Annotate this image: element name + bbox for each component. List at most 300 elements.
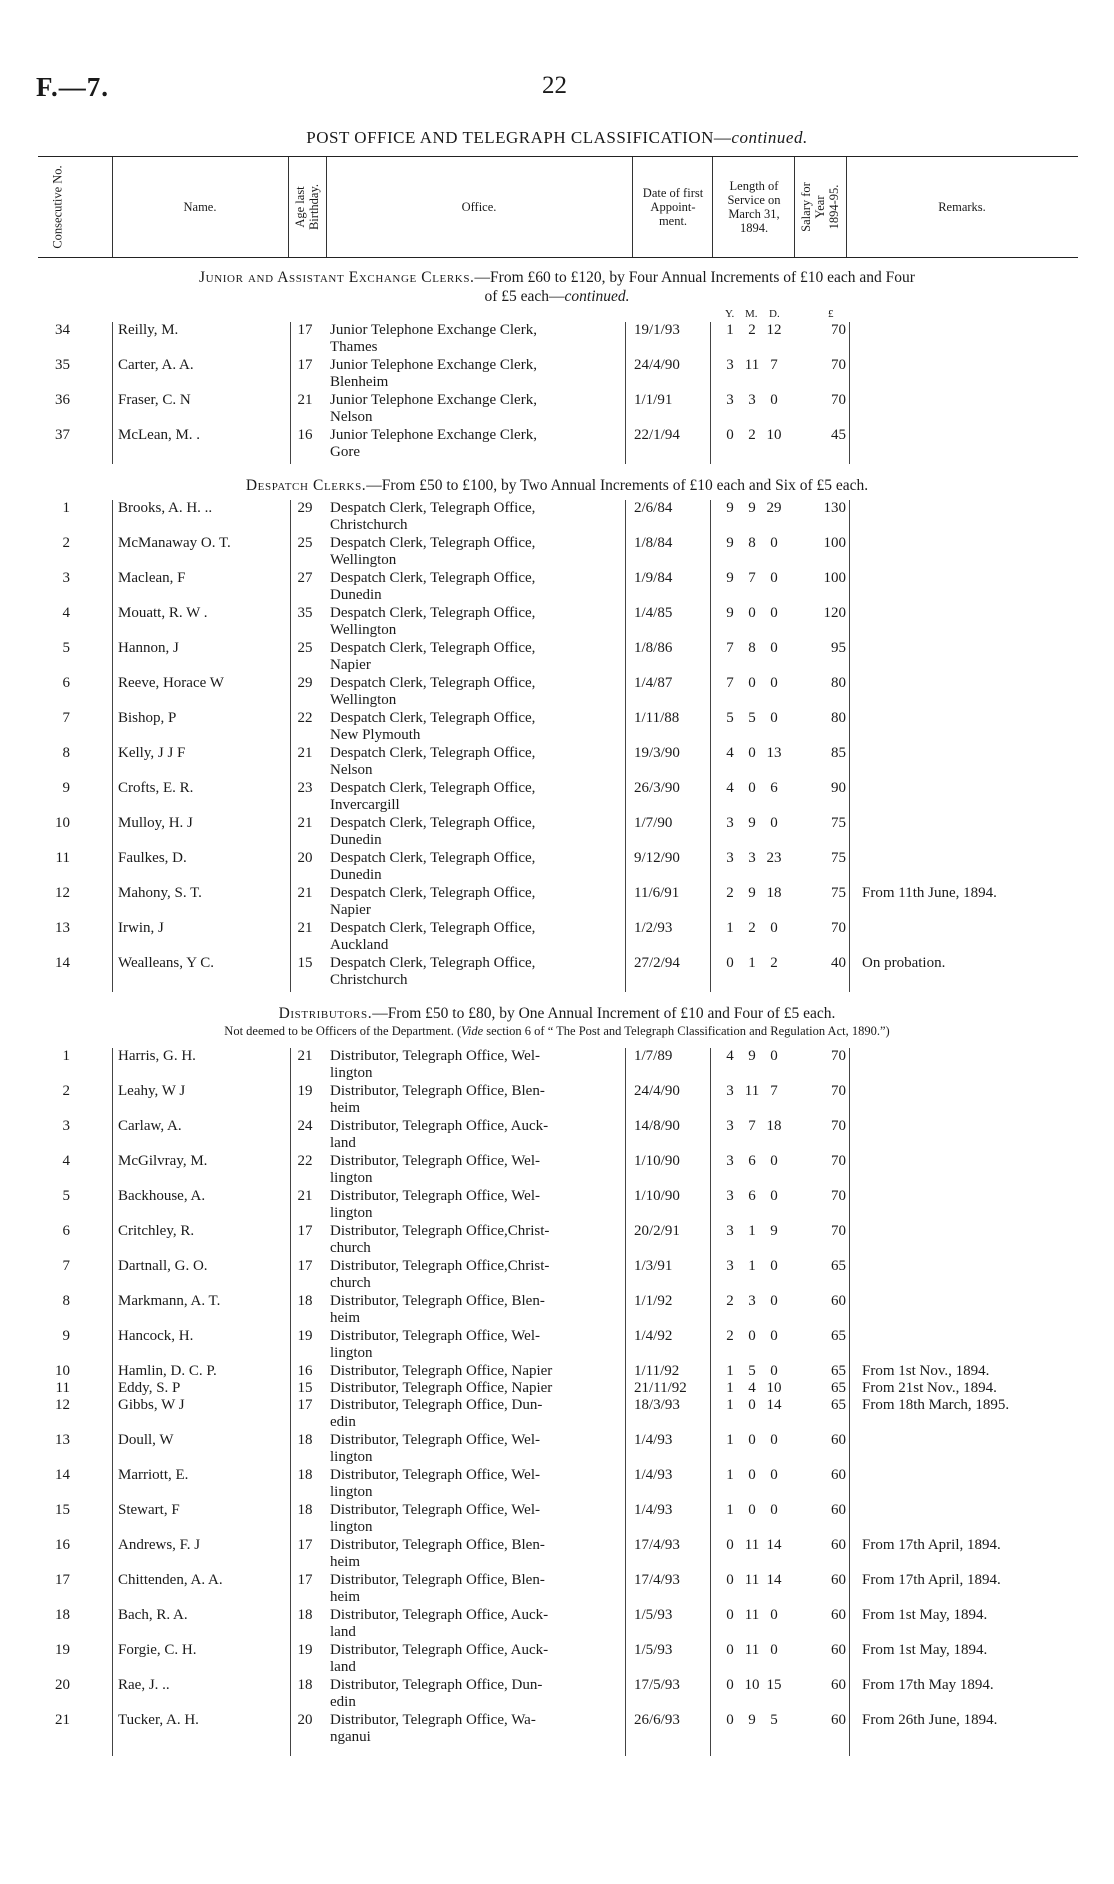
service-days: 0 [770,1258,778,1274]
row-number: 7 [62,710,70,726]
col-salary: Salary for Year 1894-95. [799,182,841,232]
row-age: 17 [297,1397,313,1413]
row-number: 14 [55,955,70,971]
office-line-2: Wellington [330,622,397,638]
table-row [0,1223,1114,1258]
office-line-1: Distributor, Telegraph Office, Napier [330,1380,553,1396]
row-appointment-date: 26/3/90 [634,780,680,796]
office-line-1: Distributor, Telegraph Office, Napier [330,1363,553,1379]
row-salary: 70 [831,1223,846,1239]
service-days: 10 [766,1380,782,1396]
service-days: 0 [770,1432,778,1448]
service-days: 0 [770,1048,778,1064]
office-line-2: Gore [330,444,360,460]
office-line-2: lington [330,1519,373,1535]
row-salary: 60 [831,1642,846,1658]
service-months: 8 [748,640,756,656]
row-age: 21 [297,1048,313,1064]
row-office [330,1083,623,1117]
row-remarks: From 17th May 1894. [862,1677,994,1693]
row-service-length [712,955,792,972]
row-appointment-date: 24/4/90 [634,357,680,373]
office-line-2: Dunedin [330,867,382,883]
row-number: 4 [62,605,70,621]
row-age: 21 [297,392,313,408]
service-years: 3 [726,1153,734,1169]
row-age: 21 [297,920,313,936]
row-number: 16 [55,1537,70,1553]
row-appointment-date: 14/8/90 [634,1118,680,1134]
row-age: 25 [297,640,313,656]
row-number: 3 [62,1118,70,1134]
service-months: 6 [748,1153,756,1169]
row-salary: 65 [831,1328,846,1344]
office-line-1: Despatch Clerk, Telegraph Office, [330,570,536,586]
table-row [0,920,1114,955]
office-line-2: Christchurch [330,972,408,988]
row-number: 13 [55,1432,70,1448]
row-name: Mulloy, H. J [118,815,193,831]
row-remarks: From 18th March, 1895. [862,1397,1010,1413]
office-line-2: lington [330,1449,373,1465]
service-months: 9 [748,1048,756,1064]
row-name: Markmann, A. T. [118,1293,221,1309]
office-line-2: Dunedin [330,832,382,848]
service-years: 7 [726,675,734,691]
service-days: 0 [770,1188,778,1204]
section-junior-clerks [0,268,1114,306]
service-days: 0 [770,1607,778,1623]
row-salary: 70 [831,1153,846,1169]
row-name: Gibbs, W J [118,1397,185,1413]
service-days: 2 [770,955,778,971]
service-days: 15 [766,1677,782,1693]
service-days: 7 [770,1083,778,1099]
office-line-1: Despatch Clerk, Telegraph Office, [330,885,536,901]
row-name: Dartnall, G. O. [118,1258,208,1274]
row-service-length [712,1380,792,1397]
row-salary: 75 [831,815,846,831]
row-appointment-date: 1/4/93 [634,1432,673,1448]
section-heading-text: —From £60 to £120, by Four Annual Increments of £10 each and Four [474,269,915,286]
row-salary: 65 [831,1397,846,1413]
table-row [0,392,1114,427]
office-line-1: Distributor, Telegraph Office, Auck- [330,1607,549,1623]
row-age: 17 [297,1572,313,1588]
table-row [0,1293,1114,1328]
col-service: Length of Service on March 31, 1894. [727,179,781,235]
office-line-2: Thames [330,339,378,355]
column-headers [38,156,1078,258]
row-appointment-date: 1/1/91 [634,392,673,408]
row-appointment-date: 1/8/86 [634,640,673,656]
row-age: 19 [297,1642,313,1658]
row-salary: 65 [831,1380,846,1396]
row-salary: 80 [831,710,846,726]
row-salary: 70 [831,1188,846,1204]
row-appointment-date: 1/10/90 [634,1153,680,1169]
office-line-1: Despatch Clerk, Telegraph Office, [330,920,536,936]
service-months: 0 [748,1432,756,1448]
row-appointment-date: 1/4/93 [634,1467,673,1483]
row-office [330,745,623,779]
service-days: 0 [770,535,778,551]
row-number: 8 [62,1293,70,1309]
row-name: Mahony, S. T. [118,885,202,901]
office-line-1: Distributor, Telegraph Office, Auck- [330,1118,549,1134]
service-years: 0 [726,1712,734,1728]
row-service-length [712,427,792,444]
row-age: 17 [297,1537,313,1553]
row-appointment-date: 1/2/93 [634,920,673,936]
office-line-1: Distributor, Telegraph Office, Wa- [330,1712,536,1728]
row-number: 36 [55,392,70,408]
row-appointment-date: 27/2/94 [634,955,680,971]
office-line-1: Junior Telephone Exchange Clerk, [330,427,537,443]
table-row [0,357,1114,392]
row-remarks: From 1st May, 1894. [862,1607,988,1623]
row-service-length [712,1153,792,1170]
row-office [330,1467,623,1501]
office-line-2: Auckland [330,937,389,953]
row-number: 5 [62,1188,70,1204]
row-appointment-date: 21/11/92 [634,1380,687,1396]
row-salary: 70 [831,920,846,936]
row-name: Bishop, P [118,710,177,726]
row-number: 12 [55,1397,70,1413]
service-months: 0 [748,780,756,796]
office-line-1: Distributor, Telegraph Office,Christ- [330,1258,550,1274]
service-months: 0 [748,1328,756,1344]
service-months: 11 [744,1607,760,1623]
service-years: 3 [726,392,734,408]
table-row [0,1328,1114,1363]
service-years: 2 [726,1293,734,1309]
office-line-2: New Plymouth [330,727,421,743]
service-years: 1 [726,1467,734,1483]
service-years: 5 [726,710,734,726]
section-distributors [0,1004,1114,1039]
service-days: 10 [766,427,782,443]
col-office: Office. [461,200,497,214]
table-row [0,1397,1114,1432]
service-months: 1 [748,1258,756,1274]
row-number: 21 [55,1712,70,1728]
table-row [0,535,1114,570]
section-heading [0,268,1114,306]
service-months: 3 [748,392,756,408]
row-number: 2 [62,1083,70,1099]
row-salary: 100 [823,570,846,586]
row-name: Irwin, J [118,920,164,936]
row-name: Bach, R. A. [118,1607,188,1623]
service-years: 1 [726,1502,734,1518]
row-office [330,1572,623,1606]
row-salary: 130 [823,500,846,516]
row-salary: 60 [831,1293,846,1309]
row-number: 18 [55,1607,70,1623]
service-months: 11 [744,1537,760,1553]
office-line-1: Despatch Clerk, Telegraph Office, [330,710,536,726]
row-salary: 60 [831,1502,846,1518]
service-months: 5 [748,1363,756,1379]
office-line-1: Distributor, Telegraph Office, Blen- [330,1572,545,1588]
row-office [330,1642,623,1676]
row-service-length [712,1397,792,1414]
office-line-1: Distributor, Telegraph Office, Wel- [330,1048,540,1064]
row-office [330,1293,623,1327]
row-name: Tucker, A. H. [118,1712,199,1728]
row-number: 6 [62,675,70,691]
row-number: 15 [55,1502,70,1518]
office-line-1: Despatch Clerk, Telegraph Office, [330,640,536,656]
row-service-length [712,500,792,517]
row-office [330,920,623,954]
row-name: Backhouse, A. [118,1188,206,1204]
row-age: 18 [297,1607,313,1623]
row-service-length [712,1712,792,1729]
service-months: 11 [744,1083,760,1099]
section-heading-text-2: of £5 each— [484,288,565,305]
office-line-2: Wellington [330,692,397,708]
service-years: 3 [726,1118,734,1134]
row-salary: 65 [831,1363,846,1379]
row-name: Chittenden, A. A. [118,1572,223,1588]
service-years: 1 [726,1380,734,1396]
service-years: 0 [726,1607,734,1623]
col-divider [712,157,713,257]
row-remarks: From 1st May, 1894. [862,1642,988,1658]
table-row [0,500,1114,535]
service-days: 7 [770,357,778,373]
row-name: Hamlin, D. C. P. [118,1363,217,1379]
page-header [0,0,1114,150]
section-heading-continued: continued. [564,288,630,305]
row-name: Marriott, E. [118,1467,189,1483]
row-age: 18 [297,1677,313,1693]
service-days: 14 [766,1537,782,1553]
service-years: 7 [726,640,734,656]
row-office [330,570,623,604]
table-row [0,1467,1114,1502]
row-service-length [712,1432,792,1449]
page-number: 22 [542,72,567,99]
office-line-2: Nelson [330,762,373,778]
service-days: 6 [770,780,778,796]
row-salary: 70 [831,357,846,373]
row-age: 23 [297,780,313,796]
row-service-length [712,780,792,797]
section-heading-title: Despatch Clerks. [245,477,367,494]
row-age: 18 [297,1293,313,1309]
office-line-2: lington [330,1205,373,1221]
office-line-1: Distributor, Telegraph Office, Wel- [330,1328,540,1344]
office-line-2: land [330,1624,356,1640]
table-row [0,710,1114,745]
service-years: 1 [726,322,734,338]
service-days: 0 [770,1467,778,1483]
service-months: 6 [748,1188,756,1204]
section-heading [0,476,1114,495]
service-days: 0 [770,1502,778,1518]
table-row [0,815,1114,850]
row-service-length [712,1118,792,1135]
row-salary: 70 [831,1118,846,1134]
row-service-length [712,1502,792,1519]
row-name: Kelly, J J F [118,745,186,761]
row-number: 20 [55,1677,70,1693]
service-days: 0 [770,1328,778,1344]
row-appointment-date: 18/3/93 [634,1397,680,1413]
row-office [330,322,623,356]
row-appointment-date: 1/3/91 [634,1258,673,1274]
row-salary: 60 [831,1572,846,1588]
service-days: 0 [770,675,778,691]
document-reference: F.—7. [36,72,110,102]
row-number: 2 [62,535,70,551]
service-days: 23 [766,850,782,866]
row-service-length [712,1642,792,1659]
row-appointment-date: 1/7/89 [634,1048,673,1064]
service-months: 9 [748,1712,756,1728]
row-service-length [712,1328,792,1345]
row-service-length [712,745,792,762]
office-line-1: Despatch Clerk, Telegraph Office, [330,745,536,761]
office-line-2: lington [330,1065,373,1081]
row-appointment-date: 19/3/90 [634,745,680,761]
row-service-length [712,1607,792,1624]
row-age: 18 [297,1432,313,1448]
office-line-2: Napier [330,657,371,673]
service-days: 5 [770,1712,778,1728]
service-days: 0 [770,1642,778,1658]
office-line-1: Despatch Clerk, Telegraph Office, [330,815,536,831]
row-service-length [712,1258,792,1275]
row-office [330,535,623,569]
service-months: 2 [748,427,756,443]
row-age: 16 [297,1363,313,1379]
table-row [0,1607,1114,1642]
row-remarks: From 1st Nov., 1894. [862,1363,990,1379]
row-remarks: From 26th June, 1894. [862,1712,998,1728]
row-salary: 70 [831,1083,846,1099]
office-line-2: Napier [330,902,371,918]
service-years: 3 [726,1188,734,1204]
service-days: 14 [766,1397,782,1413]
row-number: 9 [62,780,70,796]
table-row [0,885,1114,920]
service-months: 1 [748,955,756,971]
row-age: 22 [297,1153,313,1169]
row-age: 20 [297,1712,313,1728]
row-appointment-date: 1/5/93 [634,1642,673,1658]
row-service-length [712,357,792,374]
row-age: 17 [297,1258,313,1274]
row-number: 35 [55,357,70,373]
office-line-2: land [330,1659,356,1675]
service-years: 0 [726,1572,734,1588]
office-line-2: nganui [330,1729,371,1745]
row-office [330,605,623,639]
row-office [330,1380,623,1397]
service-years: 3 [726,1223,734,1239]
row-name: Stewart, F [118,1502,180,1518]
office-line-1: Despatch Clerk, Telegraph Office, [330,675,536,691]
table-row [0,1188,1114,1223]
service-days: 0 [770,640,778,656]
row-office [330,500,623,534]
row-name: Fraser, C. N [118,392,191,408]
service-months: 11 [744,1572,760,1588]
row-number: 10 [55,815,70,831]
service-months: 11 [744,357,760,373]
row-office [330,1607,623,1641]
row-name: Eddy, S. P [118,1380,181,1396]
row-number: 14 [55,1467,70,1483]
office-line-2: Nelson [330,409,373,425]
office-line-1: Distributor, Telegraph Office, Wel- [330,1153,540,1169]
table-row [0,1712,1114,1747]
row-name: Hancock, H. [118,1328,194,1344]
row-salary: 60 [831,1537,846,1553]
row-age: 17 [297,357,313,373]
row-age: 24 [297,1118,313,1134]
service-days: 0 [770,570,778,586]
row-salary: 70 [831,1048,846,1064]
row-office [330,1223,623,1257]
service-months: 10 [744,1677,760,1693]
row-name: Andrews, F. J [118,1537,201,1553]
table-row [0,1363,1114,1380]
row-salary: 45 [831,427,846,443]
office-line-2: Dunedin [330,587,382,603]
row-number: 9 [62,1328,70,1344]
row-appointment-date: 1/11/88 [634,710,680,726]
row-service-length [712,920,792,937]
service-days: 0 [770,1153,778,1169]
table-row [0,570,1114,605]
row-name: McManaway O. T. [118,535,231,551]
row-service-length [712,1293,792,1310]
row-name: Reilly, M. [118,322,179,338]
row-salary: 90 [831,780,846,796]
row-appointment-date: 20/2/91 [634,1223,680,1239]
row-age: 22 [297,710,313,726]
row-appointment-date: 1/8/84 [634,535,673,551]
table-row [0,1537,1114,1572]
service-months: 4 [748,1380,756,1396]
service-days: 0 [770,815,778,831]
row-name: Brooks, A. H. .. [118,500,213,516]
office-line-1: Junior Telephone Exchange Clerk, [330,322,537,338]
row-name: Crofts, E. R. [118,780,194,796]
row-office [330,1153,623,1187]
service-months: 9 [748,885,756,901]
office-line-2: heim [330,1100,360,1116]
office-line-1: Despatch Clerk, Telegraph Office, [330,955,536,971]
service-years: 1 [726,1397,734,1413]
row-service-length [712,1188,792,1205]
row-number: 11 [55,1380,70,1396]
service-days: 14 [766,1572,782,1588]
service-days: 12 [766,322,782,338]
row-service-length [712,885,792,902]
row-appointment-date: 1/4/85 [634,605,673,621]
row-remarks: From 21st Nov., 1894. [862,1380,997,1396]
section-heading-title: Junior and Assistant Exchange Clerks. [199,269,475,286]
table-row [0,1642,1114,1677]
service-months: 11 [744,1642,760,1658]
